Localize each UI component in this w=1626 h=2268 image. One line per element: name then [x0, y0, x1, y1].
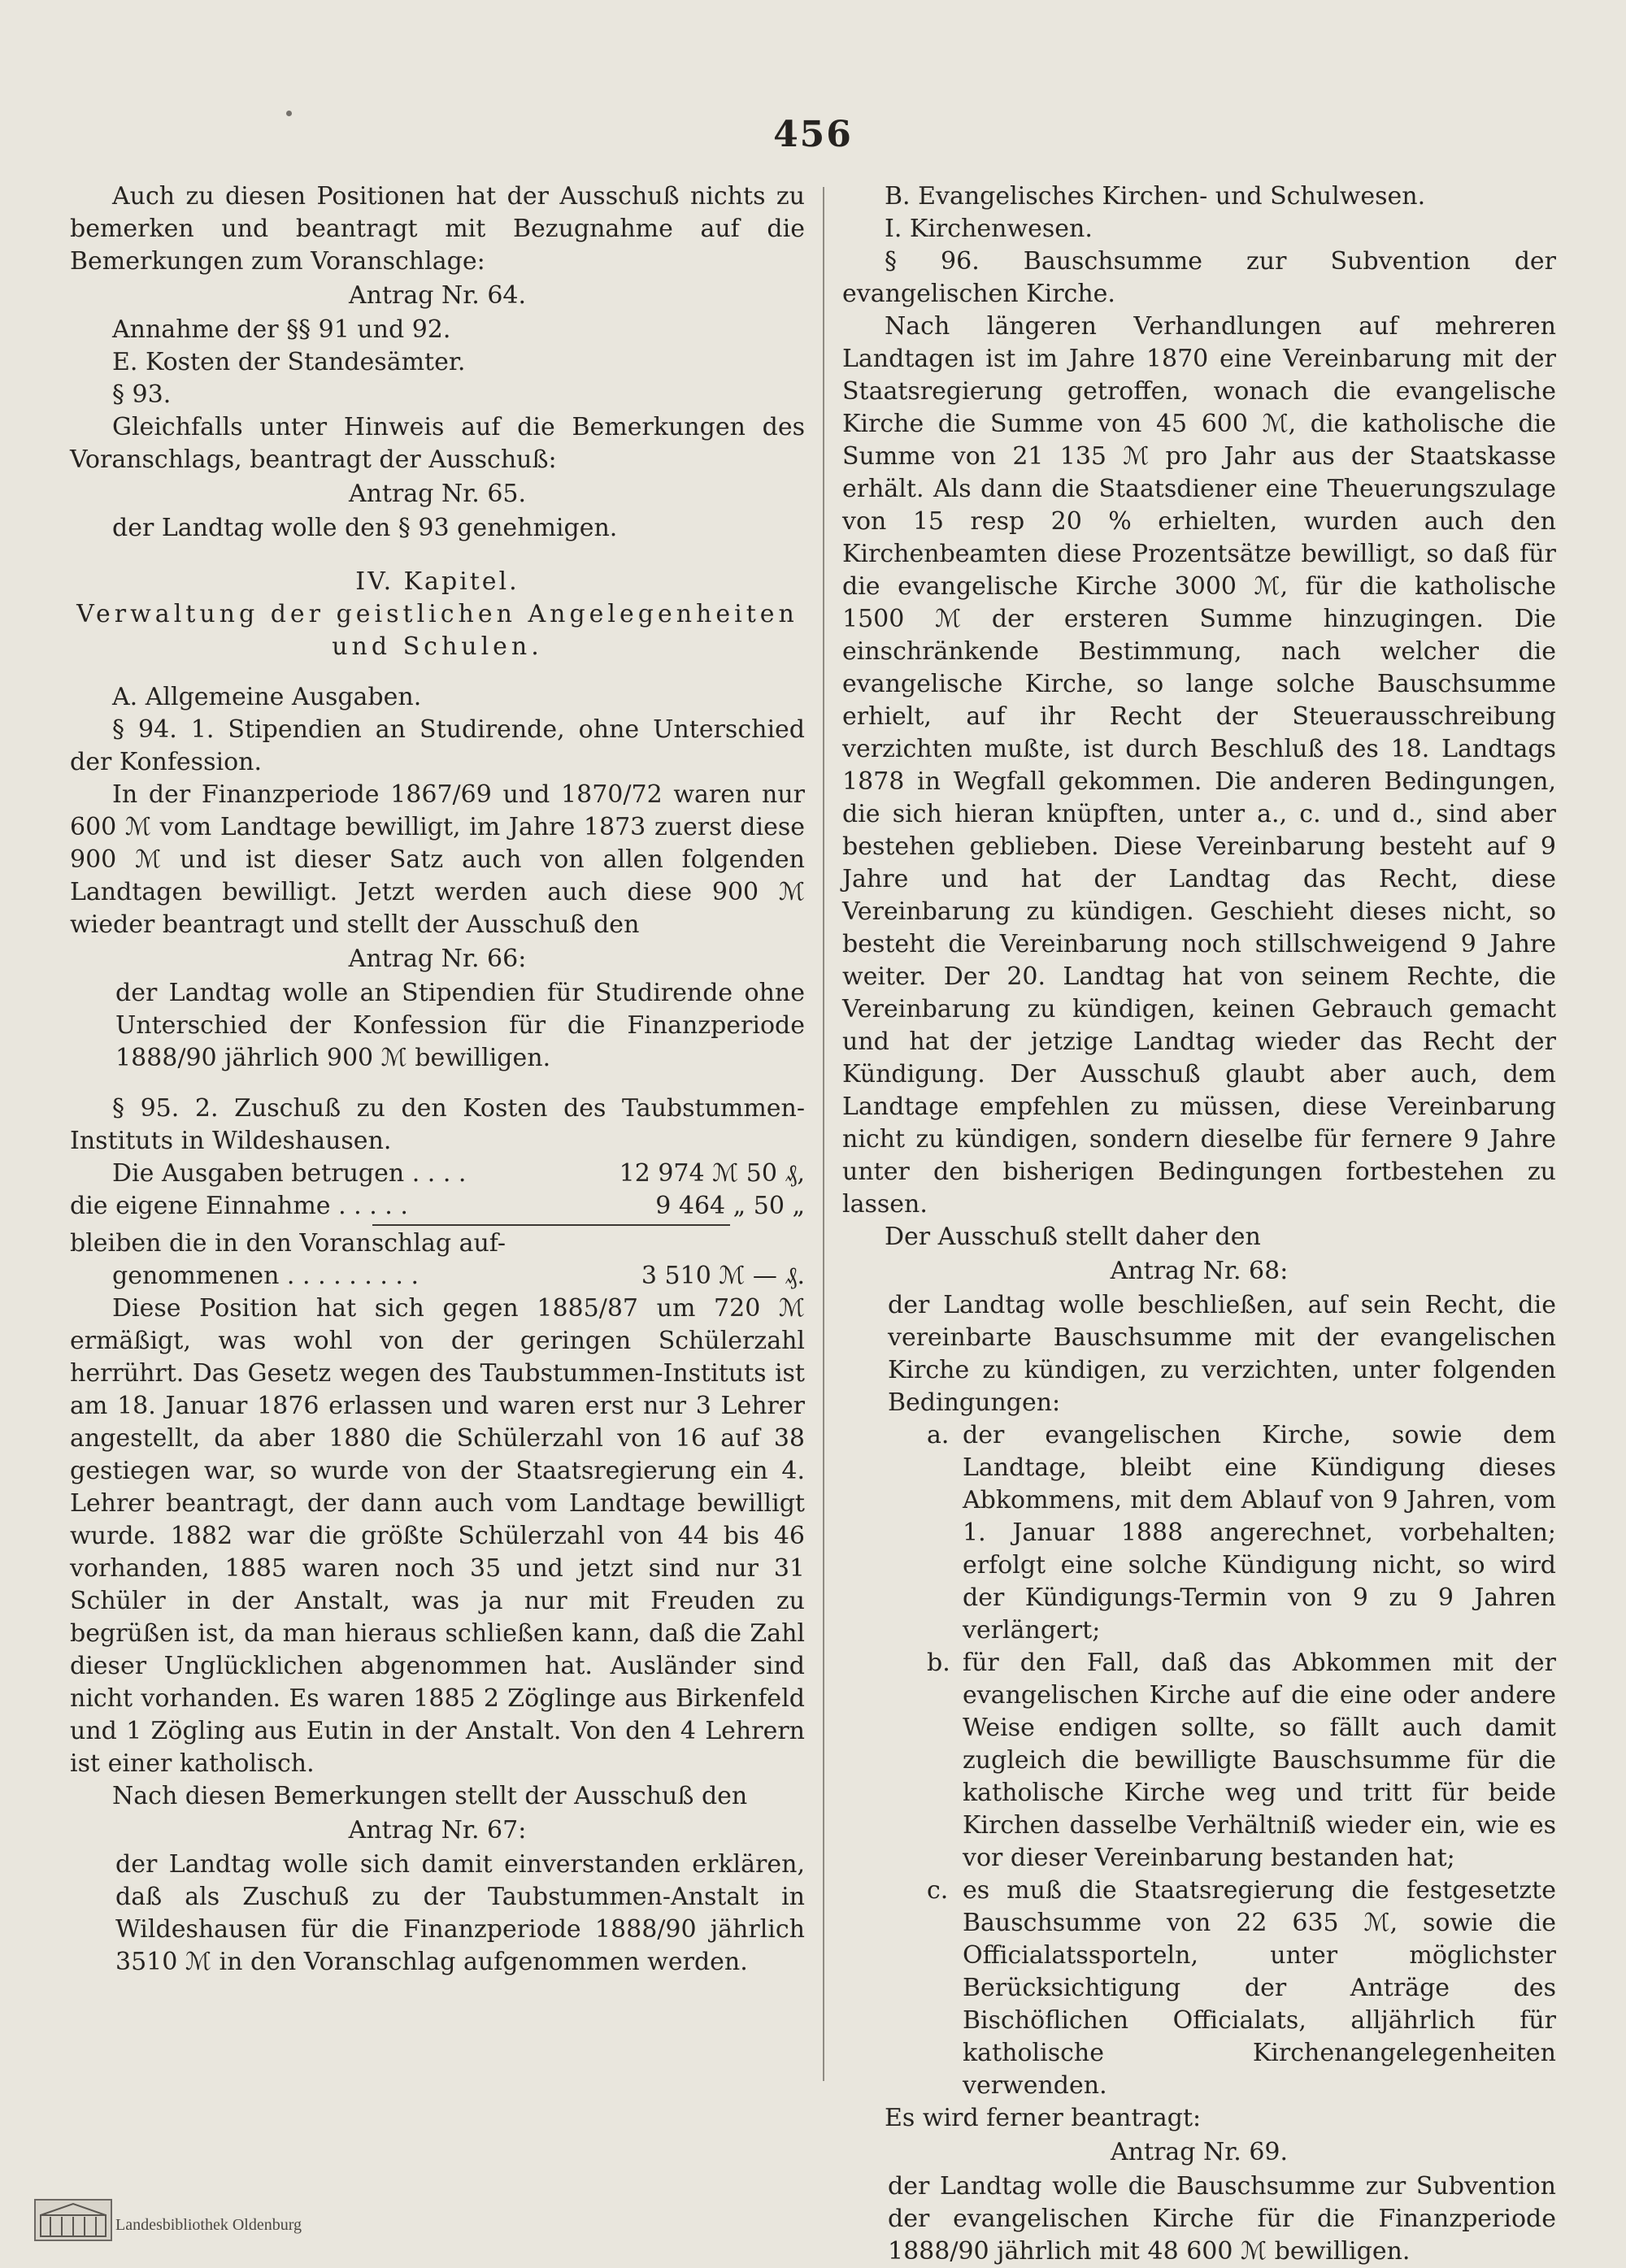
antrag-69-text: der Landtag wolle die Bauschsumme zur Subvention der evangelischen Kirche für die Finanzperiode 1888/90 jährlich mit 48 600 ℳ bewilligen.	[888, 2172, 1556, 2266]
paragraph-96-heading: § 96. Bauschsumme zur Subvention der evangelischen Kirche.	[842, 247, 1556, 308]
condition-a-marker: a.	[927, 1421, 950, 1449]
condition-c-marker: c.	[927, 1876, 949, 1905]
library-name: Landesbibliothek Oldenburg	[115, 2216, 302, 2234]
remaining-value: 3 510 ℳ — ₰.	[641, 1262, 805, 1290]
column-divider	[823, 187, 824, 2081]
expenses-value: 12 974 ℳ 50 ₰,	[619, 1159, 805, 1188]
condition-a-text: der evangelischen Kirche, sowie dem Landtage, bleibt eine Kündigung dieses Abkommens, mit dem Ablauf von 9 Jahren, vom 1. Januar 1888 angerechnet, vorbehalten; erfolgt eine solche Kündigung nicht, so wird der Kündigungs-Termin von 9 zu 9 Jahren verlängert;	[963, 1421, 1556, 1645]
income-value: 9 464 „ 50 „	[655, 1192, 805, 1220]
antrag-67-title: Antrag Nr. 67:	[348, 1816, 527, 1844]
condition-b-marker: b.	[927, 1649, 950, 1677]
paragraph-96-text: Nach längeren Verhandlungen auf mehreren Landtagen ist im Jahre 1870 eine Vereinbarung mit der Staatsregierung getroffen, wonach die evangelische Kirche die Summe von 45 600 ℳ, die katholische die Summe von 21 135 ℳ pro Jahr aus der Staatskasse erhält. Als dann die Staatsdiener eine Theuerungszulage von 15 resp 20 % erhielten, wurden auch den Kirchenbeamten diese Prozentsätze bewilligt, so daß für die evangelische Kirche 3000 ℳ, für die katholische 1500 ℳ der ersteren Summe hinzugingen. Die einschränkende Bestimmung, nach welcher die evangelische Kirche, so lange solche Bauschsumme erhielt, auf ihr Recht der Steuerausschreibung verzichten mußte, ist durch Beschluß des 18. Landtags 1878 in Wegfall gekommen. Die anderen Bedingungen, die sich hieran knüpften, unter a., c. und d., sind aber bestehen geblieben. Diese Vereinbarung besteht auf 9 Jahre und hat der Landtag das Recht, diese Vereinbarung zu kündigen. Geschieht dieses nicht, so besteht die Vereinbarung noch stillschweigend 9 Jahre weiter. Der 20. Landtag hat von seinem Rechte, die Vereinbarung zu kündigen, keinen Gebrauch gemacht und hat der jetzige Landtag wieder das Recht der Kündigung. Der Ausschuß glaubt aber auch, dem Landtage empfehlen zu müssen, diese Vereinbarung nicht zu kündigen, sondern dieselbe für fernere 9 Jahre unter den bisherigen Bedingungen fortbestehen zu lassen.	[842, 312, 1556, 1219]
paragraph-93-heading: § 93.	[112, 380, 172, 409]
antrag-64-title: Antrag Nr. 64.	[348, 281, 527, 310]
section-b-heading: B. Evangelisches Kirchen- und Schulwesen.	[885, 182, 1426, 211]
paragraph-94-heading: § 94. 1. Stipendien an Studirende, ohne Unterschied der Konfession.	[70, 715, 805, 776]
section-a-heading: A. Allgemeine Ausgaben.	[112, 683, 422, 711]
right-column	[842, 180, 1556, 2268]
chapter-heading: IV. Kapitel.	[355, 567, 520, 596]
section-i-heading: I. Kirchenwesen.	[885, 215, 1093, 243]
antrag-67-text: der Landtag wolle sich damit einverstanden erklären, daß als Zuschuß zu der Taubstummen-Anstalt in Wildeshausen für die Finanzperiode 1888/90 jährlich 3510 ℳ in den Voranschlag aufgenommen werden.	[115, 1850, 805, 1976]
antrag-68-text: der Landtag wolle beschließen, auf sein Recht, die vereinbarte Bauschsumme mit der evangelischen Kirche zu kündigen, zu verzichten, unter folgenden Bedingungen:	[888, 1291, 1556, 1417]
expenses-label: Die Ausgaben betrugen . . . .	[112, 1159, 467, 1188]
antrag-69-title: Antrag Nr. 69.	[1110, 2138, 1289, 2166]
income-label: die eigene Einnahme . . . . .	[70, 1192, 408, 1220]
condition-c	[842, 1875, 1556, 2102]
paragraph-95-heading: § 95. 2. Zuschuß zu den Kosten des Taubstummen-Instituts in Wildeshausen.	[70, 1094, 805, 1155]
left-column	[70, 180, 805, 1979]
chapter-title: Verwaltung der geistlichen Angelegenheiten und Schulen.	[76, 600, 798, 661]
library-building-icon	[34, 2199, 112, 2241]
paragraph-95-text: Diese Position hat sich gegen 1885/87 um 720 ℳ ermäßigt, was wohl von der geringen Schülerzahl herrührt. Das Gesetz wegen des Taubstummen-Instituts ist am 18. Januar 1876 erlassen und waren erst nur 3 Lehrer angestellt, da aber 1880 die Schülerzahl von 16 auf 38 gestiegen war, so wurde von der Staatsregierung ein 4. Lehrer beantragt, der dann auch vom Landtage bewilligt wurde. 1882 war die größte Schülerzahl von 44 bis 46 vorhanden, 1885 waren noch 35 und jetzt sind nur 31 Schüler in der Anstalt, was ja nur mit Freuden zu begrüßen ist, da man hieraus schließen kann, daß die Zahl dieser Unglücklichen abgenommen hat. Ausländer sind nicht vorhanden. Es waren 1885 2 Zöglinge aus Birkenfeld und 1 Zögling aus Eutin in der Anstalt. Von den 4 Lehrern ist einer katholisch.	[70, 1294, 805, 1778]
page-number: 456	[773, 114, 853, 155]
spacer	[70, 1075, 805, 1093]
spacer	[70, 663, 805, 681]
remaining-label: genommenen . . . . . . . . .	[112, 1262, 420, 1290]
paragraph-95-after: Nach diesen Bemerkungen stellt der Ausschuß den	[112, 1782, 748, 1810]
condition-b	[842, 1647, 1556, 1875]
condition-c-text: es muß die Staatsregierung die festgesetzte Bauschsumme von 22 635 ℳ, sowie die Officialatssporteln, unter möglichster Berücksichtigung der Anträge des Bischöflichen Officialats, alljährlich für katholische Kirchenangelegenheiten verwenden.	[963, 1876, 1556, 2100]
sum-rule	[372, 1224, 730, 1226]
paragraph-93-text: Gleichfalls unter Hinweis auf die Bemerkungen des Voranschlags, beantragt der Ausschuß:	[70, 413, 805, 474]
condition-a	[842, 1419, 1556, 1647]
paragraph-94-text: In der Finanzperiode 1867/69 und 1870/72 waren nur 600 ℳ vom Landtage bewilligt, im Jahre 1873 zuerst diese 900 ℳ und ist dieser Satz auch von allen folgenden Landtagen bewilligt. Jetzt werden auch diese 900 ℳ wieder beantragt und stellt der Ausschuß den	[70, 780, 805, 939]
expenses-line	[70, 1158, 805, 1190]
intro-paragraph: Auch zu diesen Positionen hat der Ausschuß nichts zu bemerken und beantragt mit Bezugnahme auf die Bemerkungen zum Voranschlage:	[70, 182, 805, 276]
income-line	[70, 1190, 805, 1223]
section-e-heading: E. Kosten der Standesämter.	[112, 348, 466, 376]
antrag-65-title: Antrag Nr. 65.	[348, 480, 527, 508]
antrag-65-text: der Landtag wolle den § 93 genehmigen.	[112, 514, 618, 542]
remaining-line-1: bleiben die in den Voranschlag auf-	[70, 1229, 506, 1258]
condition-b-text: für den Fall, daß das Abkommen mit der evangelischen Kirche auf die eine oder andere Weise endigen sollte, so fällt auch damit zugleich die bewilligte Bauschsumme für die katholische Kirche weg und tritt für beide Kirchen dasselbe Verhältniß wieder ein, wie es vor dieser Vereinbarung bestanden hat;	[963, 1649, 1556, 1872]
antrag-68-title: Antrag Nr. 68:	[1110, 1257, 1289, 1285]
paragraph-96-text-2: Der Ausschuß stellt daher den	[885, 1223, 1261, 1251]
antrag-66-text: der Landtag wolle an Stipendien für Studirende ohne Unterschied der Konfession für die Finanzperiode 1888/90 jährlich 900 ℳ bewilligen.	[115, 979, 805, 1072]
antrag-64-text: Annahme der §§ 91 und 92.	[112, 315, 451, 344]
further-motion-intro: Es wird ferner beantragt:	[885, 2104, 1202, 2132]
antrag-66-title: Antrag Nr. 66:	[348, 945, 527, 973]
remaining-line	[70, 1260, 805, 1293]
